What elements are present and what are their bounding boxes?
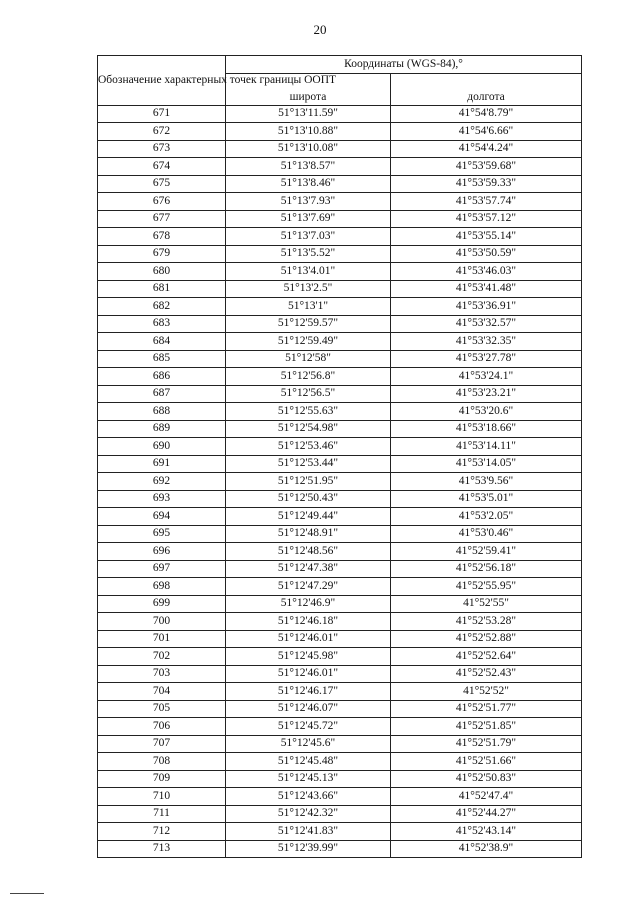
longitude-cell: 41°53'2.05" bbox=[391, 508, 582, 526]
latitude-cell: 51°13'2.5" bbox=[226, 280, 391, 298]
latitude-cell: 51°12'50.43" bbox=[226, 490, 391, 508]
table-row bbox=[98, 613, 582, 631]
latitude-cell: 51°13'11.59" bbox=[226, 105, 391, 123]
latitude-cell: 51°12'42.32" bbox=[226, 805, 391, 823]
latitude-cell: 51°12'49.44" bbox=[226, 508, 391, 526]
longitude-cell: 41°54'8.79" bbox=[391, 105, 582, 123]
table-row bbox=[98, 158, 582, 176]
point-id-cell: 695 bbox=[98, 525, 226, 543]
latitude-cell: 51°13'10.08" bbox=[226, 140, 391, 158]
latitude-cell: 51°12'56.8" bbox=[226, 368, 391, 386]
longitude-cell: 41°53'14.11" bbox=[391, 438, 582, 456]
point-id-cell: 689 bbox=[98, 420, 226, 438]
latitude-cell: 51°13'7.03" bbox=[226, 228, 391, 246]
point-id-cell: 713 bbox=[98, 840, 226, 858]
point-id-cell: 678 bbox=[98, 228, 226, 246]
latitude-cell: 51°12'47.29" bbox=[226, 578, 391, 596]
latitude-cell: 51°13'5.52" bbox=[226, 245, 391, 263]
table-row bbox=[98, 630, 582, 648]
longitude-cell: 41°52'38.9" bbox=[391, 840, 582, 858]
point-id-cell: 683 bbox=[98, 315, 226, 333]
point-id-cell: 699 bbox=[98, 595, 226, 613]
point-id-cell: 701 bbox=[98, 630, 226, 648]
longitude-cell: 41°52'52.64" bbox=[391, 648, 582, 666]
longitude-cell: 41°52'52" bbox=[391, 683, 582, 701]
longitude-cell: 41°53'59.68" bbox=[391, 158, 582, 176]
point-id-cell: 690 bbox=[98, 438, 226, 456]
longitude-cell: 41°53'18.66" bbox=[391, 420, 582, 438]
latitude-cell: 51°12'39.99" bbox=[226, 840, 391, 858]
longitude-cell: 41°52'43.14" bbox=[391, 823, 582, 841]
latitude-cell: 51°12'46.9" bbox=[226, 595, 391, 613]
point-id-cell: 712 bbox=[98, 823, 226, 841]
longitude-cell: 41°53'14.05" bbox=[391, 455, 582, 473]
table-row bbox=[98, 700, 582, 718]
longitude-cell: 41°52'44.27" bbox=[391, 805, 582, 823]
table-row bbox=[98, 123, 582, 141]
table-row bbox=[98, 368, 582, 386]
longitude-cell: 41°52'52.88" bbox=[391, 630, 582, 648]
longitude-cell: 41°53'23.21" bbox=[391, 385, 582, 403]
footnote-rule bbox=[10, 893, 44, 894]
longitude-cell: 41°52'53.28" bbox=[391, 613, 582, 631]
longitude-cell: 41°52'51.77" bbox=[391, 700, 582, 718]
latitude-cell: 51°12'46.01" bbox=[226, 665, 391, 683]
table-row bbox=[98, 735, 582, 753]
table-row bbox=[98, 105, 582, 123]
longitude-cell: 41°53'57.12" bbox=[391, 210, 582, 228]
point-id-cell: 706 bbox=[98, 718, 226, 736]
point-id-cell: 708 bbox=[98, 753, 226, 771]
point-id-cell: 697 bbox=[98, 560, 226, 578]
point-id-cell: 696 bbox=[98, 543, 226, 561]
longitude-cell: 41°52'51.85" bbox=[391, 718, 582, 736]
latitude-cell: 51°12'45.13" bbox=[226, 770, 391, 788]
longitude-cell: 41°52'55.95" bbox=[391, 578, 582, 596]
coordinates-table bbox=[97, 55, 582, 858]
point-id-cell: 676 bbox=[98, 193, 226, 211]
table-row bbox=[98, 403, 582, 421]
point-id-cell: 698 bbox=[98, 578, 226, 596]
longitude-cell: 41°52'51.79" bbox=[391, 735, 582, 753]
latitude-cell: 51°12'45.6" bbox=[226, 735, 391, 753]
point-id-cell: 700 bbox=[98, 613, 226, 631]
header-latitude: широта bbox=[226, 73, 391, 105]
table-row bbox=[98, 438, 582, 456]
table-row bbox=[98, 490, 582, 508]
longitude-cell: 41°53'36.91" bbox=[391, 298, 582, 316]
point-id-cell: 686 bbox=[98, 368, 226, 386]
point-id-cell: 680 bbox=[98, 263, 226, 281]
latitude-cell: 51°12'46.18" bbox=[226, 613, 391, 631]
table-row bbox=[98, 455, 582, 473]
table-row bbox=[98, 298, 582, 316]
longitude-cell: 41°53'20.6" bbox=[391, 403, 582, 421]
longitude-cell: 41°54'4.24" bbox=[391, 140, 582, 158]
table-row bbox=[98, 543, 582, 561]
latitude-cell: 51°12'58" bbox=[226, 350, 391, 368]
longitude-cell: 41°53'32.35" bbox=[391, 333, 582, 351]
longitude-cell: 41°53'9.56" bbox=[391, 473, 582, 491]
point-id-cell: 703 bbox=[98, 665, 226, 683]
latitude-cell: 51°12'46.07" bbox=[226, 700, 391, 718]
latitude-cell: 51°12'46.01" bbox=[226, 630, 391, 648]
longitude-cell: 41°52'52.43" bbox=[391, 665, 582, 683]
latitude-cell: 51°12'48.56" bbox=[226, 543, 391, 561]
point-id-cell: 711 bbox=[98, 805, 226, 823]
latitude-cell: 51°13'10.88" bbox=[226, 123, 391, 141]
latitude-cell: 51°13'8.46" bbox=[226, 175, 391, 193]
latitude-cell: 51°12'45.98" bbox=[226, 648, 391, 666]
latitude-cell: 51°13'7.69" bbox=[226, 210, 391, 228]
point-id-cell: 694 bbox=[98, 508, 226, 526]
table-row bbox=[98, 770, 582, 788]
point-id-cell: 687 bbox=[98, 385, 226, 403]
point-id-cell: 682 bbox=[98, 298, 226, 316]
latitude-cell: 51°12'55.63" bbox=[226, 403, 391, 421]
point-id-cell: 671 bbox=[98, 105, 226, 123]
table-row bbox=[98, 665, 582, 683]
latitude-cell: 51°12'59.49" bbox=[226, 333, 391, 351]
point-id-cell: 672 bbox=[98, 123, 226, 141]
longitude-cell: 41°52'47.4" bbox=[391, 788, 582, 806]
point-id-cell: 705 bbox=[98, 700, 226, 718]
longitude-cell: 41°53'24.1" bbox=[391, 368, 582, 386]
longitude-cell: 41°52'56.18" bbox=[391, 560, 582, 578]
table-row bbox=[98, 228, 582, 246]
latitude-cell: 51°12'56.5" bbox=[226, 385, 391, 403]
latitude-cell: 51°12'41.83" bbox=[226, 823, 391, 841]
latitude-cell: 51°12'53.44" bbox=[226, 455, 391, 473]
header-point-designation: Обозначение характерных точек границы ООПТ bbox=[98, 56, 226, 106]
latitude-cell: 51°12'45.72" bbox=[226, 718, 391, 736]
latitude-cell: 51°13'7.93" bbox=[226, 193, 391, 211]
latitude-cell: 51°12'48.91" bbox=[226, 525, 391, 543]
longitude-cell: 41°53'57.74" bbox=[391, 193, 582, 211]
latitude-cell: 51°13'8.57" bbox=[226, 158, 391, 176]
table-row bbox=[98, 718, 582, 736]
table-row bbox=[98, 210, 582, 228]
table-row bbox=[98, 315, 582, 333]
table-row bbox=[98, 473, 582, 491]
latitude-cell: 51°12'59.57" bbox=[226, 315, 391, 333]
table-row bbox=[98, 385, 582, 403]
table-row bbox=[98, 823, 582, 841]
table-row bbox=[98, 578, 582, 596]
latitude-cell: 51°13'1" bbox=[226, 298, 391, 316]
table-row bbox=[98, 560, 582, 578]
longitude-cell: 41°53'5.01" bbox=[391, 490, 582, 508]
latitude-cell: 51°12'45.48" bbox=[226, 753, 391, 771]
longitude-cell: 41°52'59.41" bbox=[391, 543, 582, 561]
table-row bbox=[98, 840, 582, 858]
longitude-cell: 41°53'27.78" bbox=[391, 350, 582, 368]
latitude-cell: 51°12'43.66" bbox=[226, 788, 391, 806]
longitude-cell: 41°53'41.48" bbox=[391, 280, 582, 298]
table-row bbox=[98, 753, 582, 771]
table-row bbox=[98, 193, 582, 211]
latitude-cell: 51°12'51.95" bbox=[226, 473, 391, 491]
table-row bbox=[98, 595, 582, 613]
point-id-cell: 688 bbox=[98, 403, 226, 421]
table-row bbox=[98, 245, 582, 263]
latitude-cell: 51°12'54.98" bbox=[226, 420, 391, 438]
longitude-cell: 41°53'55.14" bbox=[391, 228, 582, 246]
longitude-cell: 41°53'0.46" bbox=[391, 525, 582, 543]
header-coordinates: Координаты (WGS-84),° bbox=[226, 56, 582, 74]
point-id-cell: 693 bbox=[98, 490, 226, 508]
point-id-cell: 685 bbox=[98, 350, 226, 368]
point-id-cell: 709 bbox=[98, 770, 226, 788]
longitude-cell: 41°53'59.33" bbox=[391, 175, 582, 193]
longitude-cell: 41°54'6.66" bbox=[391, 123, 582, 141]
point-id-cell: 684 bbox=[98, 333, 226, 351]
point-id-cell: 673 bbox=[98, 140, 226, 158]
latitude-cell: 51°13'4.01" bbox=[226, 263, 391, 281]
point-id-cell: 674 bbox=[98, 158, 226, 176]
table-row bbox=[98, 280, 582, 298]
point-id-cell: 679 bbox=[98, 245, 226, 263]
point-id-cell: 681 bbox=[98, 280, 226, 298]
page-number: 20 bbox=[313, 22, 327, 37]
longitude-cell: 41°53'32.57" bbox=[391, 315, 582, 333]
point-id-cell: 692 bbox=[98, 473, 226, 491]
point-id-cell: 702 bbox=[98, 648, 226, 666]
longitude-cell: 41°53'50.59" bbox=[391, 245, 582, 263]
table-row bbox=[98, 175, 582, 193]
table-row bbox=[98, 788, 582, 806]
point-id-cell: 691 bbox=[98, 455, 226, 473]
table-row bbox=[98, 420, 582, 438]
table-row bbox=[98, 263, 582, 281]
latitude-cell: 51°12'46.17" bbox=[226, 683, 391, 701]
point-id-cell: 677 bbox=[98, 210, 226, 228]
table-header-row bbox=[98, 56, 582, 74]
point-id-cell: 704 bbox=[98, 683, 226, 701]
longitude-cell: 41°52'50.83" bbox=[391, 770, 582, 788]
point-id-cell: 707 bbox=[98, 735, 226, 753]
table-row bbox=[98, 648, 582, 666]
header-longitude: долгота bbox=[391, 73, 582, 105]
table-row bbox=[98, 350, 582, 368]
longitude-cell: 41°53'46.03" bbox=[391, 263, 582, 281]
point-id-cell: 710 bbox=[98, 788, 226, 806]
longitude-cell: 41°52'51.66" bbox=[391, 753, 582, 771]
table-row bbox=[98, 525, 582, 543]
table-row bbox=[98, 140, 582, 158]
latitude-cell: 51°12'47.38" bbox=[226, 560, 391, 578]
table-row bbox=[98, 333, 582, 351]
table-row bbox=[98, 508, 582, 526]
table-row bbox=[98, 683, 582, 701]
table-row bbox=[98, 805, 582, 823]
longitude-cell: 41°52'55" bbox=[391, 595, 582, 613]
latitude-cell: 51°12'53.46" bbox=[226, 438, 391, 456]
point-id-cell: 675 bbox=[98, 175, 226, 193]
